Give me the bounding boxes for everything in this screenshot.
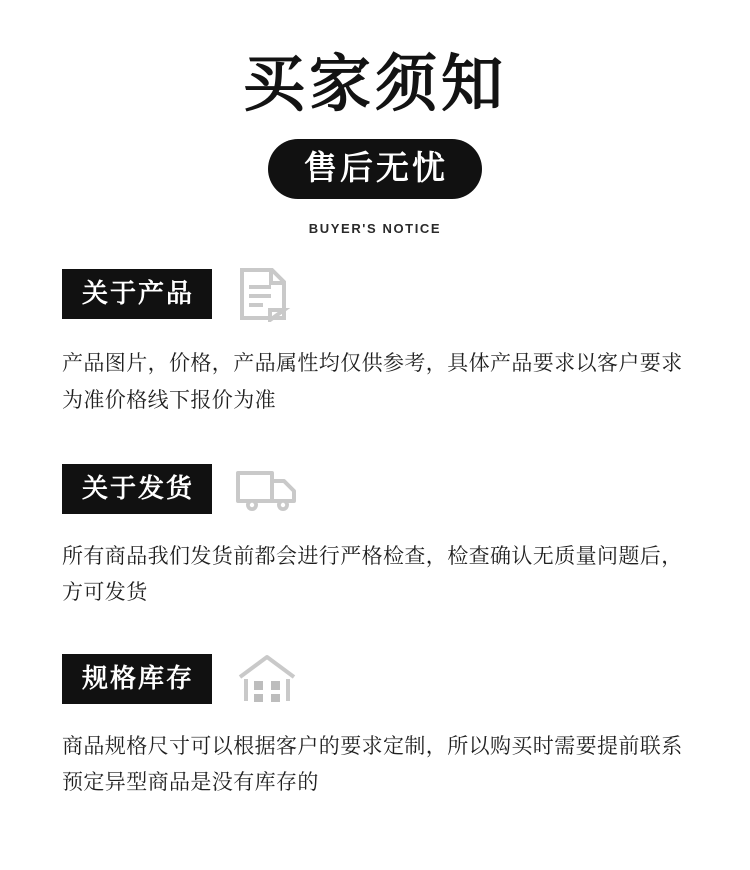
after-sales-badge: 售后无忧: [268, 139, 482, 199]
section-header: [62, 651, 688, 707]
section-tag-stock: 规格库存: [62, 654, 212, 704]
document-icon: [234, 266, 296, 322]
page-subtitle: BUYER'S NOTICE: [308, 221, 442, 237]
section-shipping: [62, 461, 688, 611]
section-header: [62, 461, 688, 517]
section-header: [62, 266, 688, 322]
section-tag-shipping: 关于发货: [62, 464, 212, 514]
section-stock: [62, 651, 688, 801]
truck-icon: [234, 461, 296, 517]
badge-container: [0, 139, 750, 199]
warehouse-icon: [234, 651, 296, 707]
section-product: [62, 266, 688, 418]
notice-sections: [0, 266, 750, 801]
section-tag-product: 关于产品: [62, 269, 212, 319]
section-text-shipping: 所有商品我们发货前都会进行严格检查，检查确认无质量问题后， 方可发货: [62, 544, 683, 604]
page-header: [0, 0, 750, 236]
page-title: 买家须知: [242, 50, 507, 119]
section-text-product: 产品图片，价格，产品属性均仅供参考，具体产品要求以客户要求为准价格线下报价为准: [62, 352, 683, 412]
section-text-stock: 商品规格尺寸可以根据客户的要求定制，所以购买时需要提前联系预定异型商品是没有库存的: [62, 734, 683, 794]
